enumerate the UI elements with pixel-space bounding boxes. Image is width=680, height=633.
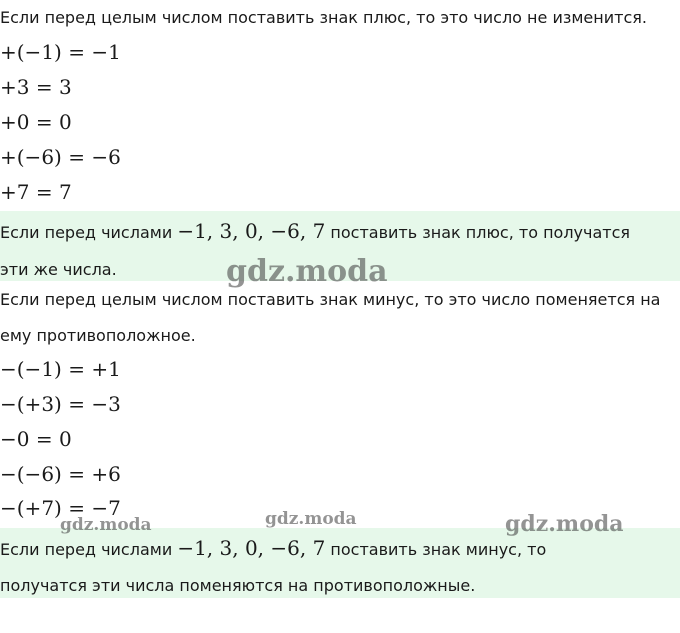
equation-plus-4: +(−6) = −6	[0, 145, 121, 169]
equation-plus-5: +7 = 7	[0, 180, 72, 204]
rule-minus-intro-line2: ему противоположное.	[0, 326, 196, 345]
equation-plus-3: +0 = 0	[0, 110, 72, 134]
conclusion-plus-line1	[0, 219, 630, 243]
watermark-logo-center: gdz.moda	[265, 509, 357, 529]
equation-minus-5: −(+7) = −7	[0, 496, 121, 520]
rule-minus-intro-line1: Если перед целым числом поставить знак минус, то это число поменяется на	[0, 290, 661, 309]
conclusion-minus-line2: получатся эти числа поменяются на противоположные.	[0, 576, 476, 595]
conclusion-plus-numbers: −1, 3, 0, −6, 7	[177, 219, 326, 243]
watermark-logo-left: gdz.moda	[60, 515, 152, 535]
equation-minus-2: −(+3) = −3	[0, 392, 121, 416]
equation-plus-2: +3 = 3	[0, 75, 72, 99]
conclusion-minus-numbers: −1, 3, 0, −6, 7	[177, 536, 326, 560]
watermark-logo-right: gdz.moda	[505, 511, 624, 537]
watermark-logo-large: gdz.moda	[226, 254, 388, 289]
conclusion-minus-after: поставить знак минус, то	[325, 540, 547, 559]
equation-minus-4: −(−6) = +6	[0, 462, 121, 486]
conclusion-plus-before: Если перед числами	[0, 223, 178, 242]
conclusion-plus-line2: эти же числа.	[0, 260, 117, 279]
conclusion-minus-line1	[0, 536, 546, 560]
equation-plus-1: +(−1) = −1	[0, 40, 121, 64]
conclusion-minus-before: Если перед числами	[0, 540, 178, 559]
equation-minus-3: −0 = 0	[0, 427, 72, 451]
rule-plus-intro: Если перед целым числом поставить знак плюс, то это число не изменится.	[0, 8, 647, 27]
conclusion-plus-after: поставить знак плюс, то получатся	[325, 223, 631, 242]
equation-minus-1: −(−1) = +1	[0, 357, 121, 381]
